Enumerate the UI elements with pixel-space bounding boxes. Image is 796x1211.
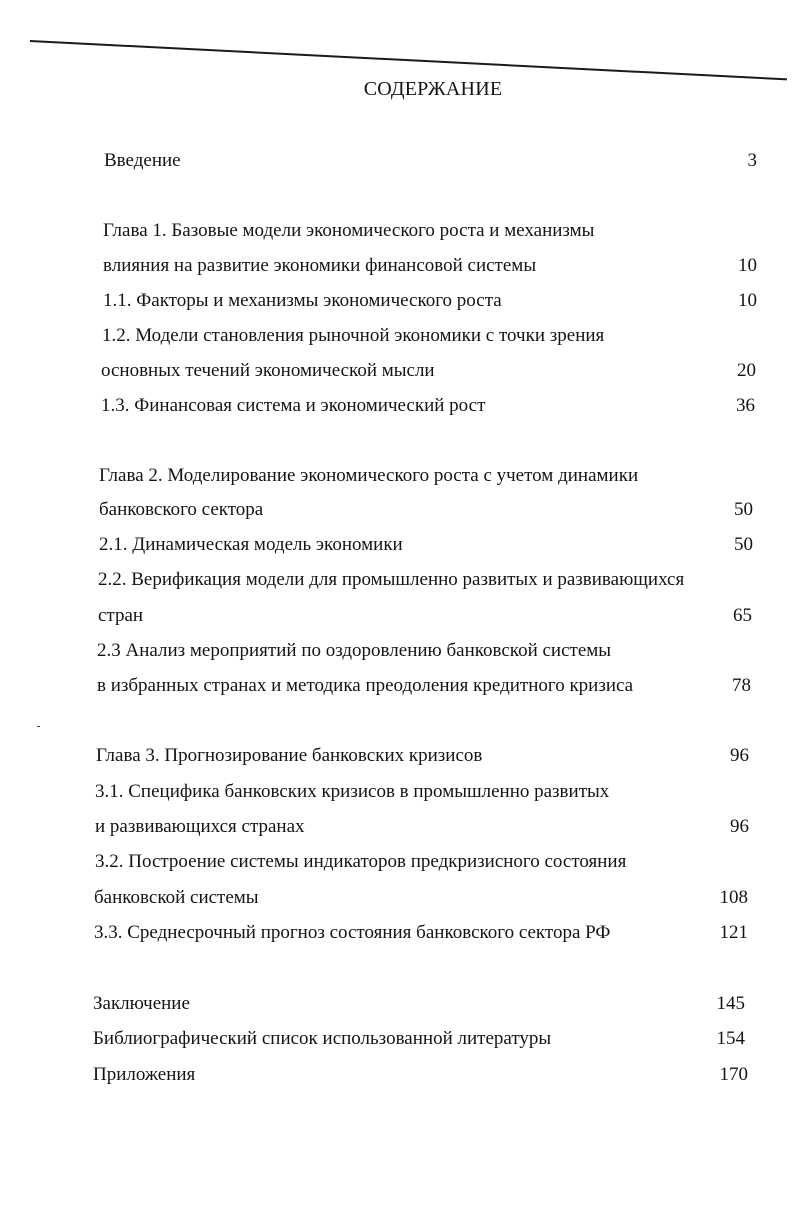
- toc-chapter-heading: Глава 1. Базовые модели экономического роста и механизмы: [103, 220, 595, 241]
- toc-entry-page: 170: [719, 1064, 748, 1085]
- toc-entry-text: Библиографический список использованной литературы: [93, 1028, 552, 1049]
- toc-entry-text: 1.3. Финансовая система и экономический рост: [101, 395, 486, 416]
- toc-chapter-heading: Глава 3. Прогнозирование банковских кризисов: [96, 745, 483, 766]
- toc-entry-page: 154: [716, 1028, 745, 1049]
- toc-entry-page: 121: [719, 922, 748, 943]
- top-rule: [30, 40, 787, 80]
- stray-mark: [37, 726, 40, 727]
- toc-entry-page: 145: [716, 993, 745, 1014]
- toc-entry-page: 10: [738, 290, 757, 311]
- toc-entry-page: 10: [738, 255, 757, 276]
- toc-entry-text: Приложения: [93, 1064, 196, 1085]
- toc-entry-page: 3: [747, 150, 757, 171]
- toc-entry-page: 78: [732, 675, 751, 696]
- toc-entry-text: стран: [98, 605, 144, 626]
- toc-entry-page: 20: [737, 360, 756, 381]
- toc-entry-text: основных течений экономической мысли: [101, 360, 435, 381]
- toc-entry-page: 50: [734, 499, 753, 520]
- toc-entry-text: в избранных странах и методика преодоления кредитного кризиса: [97, 675, 634, 696]
- toc-entry-text: 1.1. Факторы и механизмы экономического роста: [103, 290, 502, 311]
- toc-entry-text: 1.2. Модели становления рыночной экономики с точки зрения: [102, 325, 605, 346]
- toc-entry-text: банковской системы: [94, 887, 259, 908]
- toc-entry-page: 108: [719, 887, 748, 908]
- toc-entry-page: 96: [730, 745, 749, 766]
- toc-entry-text: 3.1. Специфика банковских кризисов в промышленно развитых: [95, 781, 610, 802]
- toc-entry-text: Введение: [104, 150, 181, 171]
- toc-entry-page: 65: [733, 605, 752, 626]
- toc-entry-text: 3.2. Построение системы индикаторов предкризисного состояния: [95, 851, 627, 872]
- toc-entry-page: 50: [734, 534, 753, 555]
- toc-entry-text: банковского сектора: [99, 499, 264, 520]
- toc-entry-text: Заключение: [93, 993, 190, 1014]
- toc-entry-text: 3.3. Среднесрочный прогноз состояния банковского сектора РФ: [94, 922, 611, 943]
- toc-entry-text: влияния на развитие экономики финансовой системы: [103, 255, 537, 276]
- toc-entry-page: 36: [736, 395, 755, 416]
- toc-entry-page: 96: [730, 816, 749, 837]
- toc-entry-text: и развивающихся странах: [95, 816, 305, 837]
- toc-chapter-heading: Глава 2. Моделирование экономического роста с учетом динамики: [99, 465, 639, 486]
- toc-entry-text: 2.1. Динамическая модель экономики: [99, 534, 403, 555]
- toc-entry-text: 2.3 Анализ мероприятий по оздоровлению банковской системы: [97, 640, 612, 661]
- page-title: СОДЕРЖАНИЕ: [363, 78, 503, 100]
- toc-entry-text: 2.2. Верификация модели для промышленно развитых и развивающихся: [98, 569, 685, 590]
